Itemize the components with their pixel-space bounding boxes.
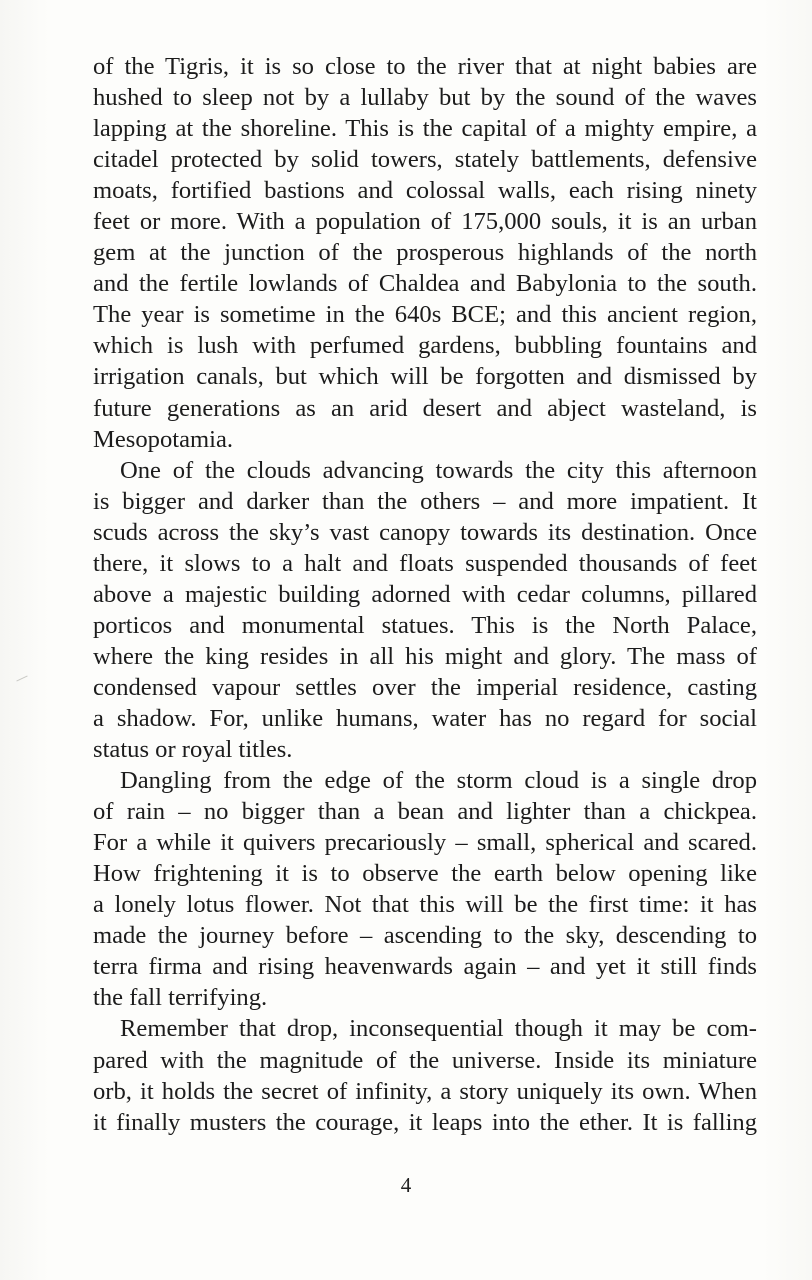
text-line: pared with the magnitude of the universe. Inside its miniature: [93, 1046, 757, 1074]
text-line: moats, fortified bastions and colossal walls, each rising ninety: [93, 177, 757, 205]
text-line: of the Tigris, it is so close to the river that at night babies are: [93, 53, 757, 80]
paragraph-2: [93, 455, 757, 765]
text-line: orb, it holds the secret of infinity, a story uniquely its own. When: [93, 1077, 757, 1105]
text-line: feet or more. With a population of 175,000 souls, it is an urban: [93, 208, 757, 236]
page-number: 4: [400, 1173, 412, 1197]
text-line: For a while it quivers precariously – small, spherical and scared.: [93, 829, 757, 857]
text-line: citadel protected by solid towers, stately battlements, defensive: [93, 146, 757, 174]
text-line: One of the clouds advancing towards the city this afternoon: [120, 456, 757, 484]
text-line: The year is sometime in the 640s BCE; and this ancient region,: [93, 301, 757, 329]
text-line: a shadow. For, unlike humans, water has no regard for social: [93, 704, 757, 732]
margin-mark: [16, 676, 27, 682]
text-line: of rain – no bigger than a bean and lighter than a chickpea.: [93, 798, 757, 826]
text-line: future generations as an arid desert and abject wasteland, is: [93, 394, 757, 422]
text-line: scuds across the sky’s vast canopy towards its destination. Once: [93, 518, 757, 546]
text-line: terra firma and rising heavenwards again – and yet it still finds: [93, 953, 757, 981]
text-line: irrigation canals, but which will be forgotten and dismissed by: [93, 363, 757, 391]
text-line: a lonely lotus flower. Not that this will be the first time: it has: [93, 891, 757, 919]
text-line: above a majestic building adorned with cedar columns, pillared: [93, 580, 757, 608]
text-line: Remember that drop, inconsequential though it may be com-: [120, 1015, 757, 1043]
text-line: porticos and monumental statues. This is the North Palace,: [93, 611, 757, 639]
text-line: gem at the junction of the prosperous highlands of the north: [93, 239, 757, 267]
text-line: Mesopotamia.: [93, 425, 234, 453]
text-line: which is lush with perfumed gardens, bubbling fountains and: [93, 332, 757, 360]
text-line: and the fertile lowlands of Chaldea and Babylonia to the south.: [93, 270, 757, 298]
text-line: it finally musters the courage, it leaps into the ether. It is falling: [93, 1108, 757, 1136]
text-line: condensed vapour settles over the imperial residence, casting: [93, 673, 757, 701]
text-line: hushed to sleep not by a lullaby but by the sound of the waves: [93, 84, 757, 112]
body-text: [93, 51, 757, 1138]
text-line: the fall terrifying.: [93, 984, 268, 1012]
text-line: status or royal titles.: [93, 736, 293, 764]
text-line: there, it slows to a halt and floats suspended thousands of feet: [93, 549, 757, 577]
text-line: made the journey before – ascending to the sky, descending to: [93, 922, 757, 950]
text-line: lapping at the shoreline. This is the capital of a mighty empire, a: [93, 115, 757, 143]
text-line: How frightening it is to observe the earth below opening like: [93, 860, 757, 888]
text-line: where the king resides in all his might and glory. The mass of: [93, 642, 757, 670]
paragraph-1: [93, 51, 757, 455]
paragraph-3: [93, 765, 757, 1013]
text-line: is bigger and darker than the others – and more impatient. It: [93, 487, 757, 515]
text-line: Dangling from the edge of the storm cloud is a single drop: [120, 767, 757, 795]
paragraph-4: [93, 1013, 757, 1137]
